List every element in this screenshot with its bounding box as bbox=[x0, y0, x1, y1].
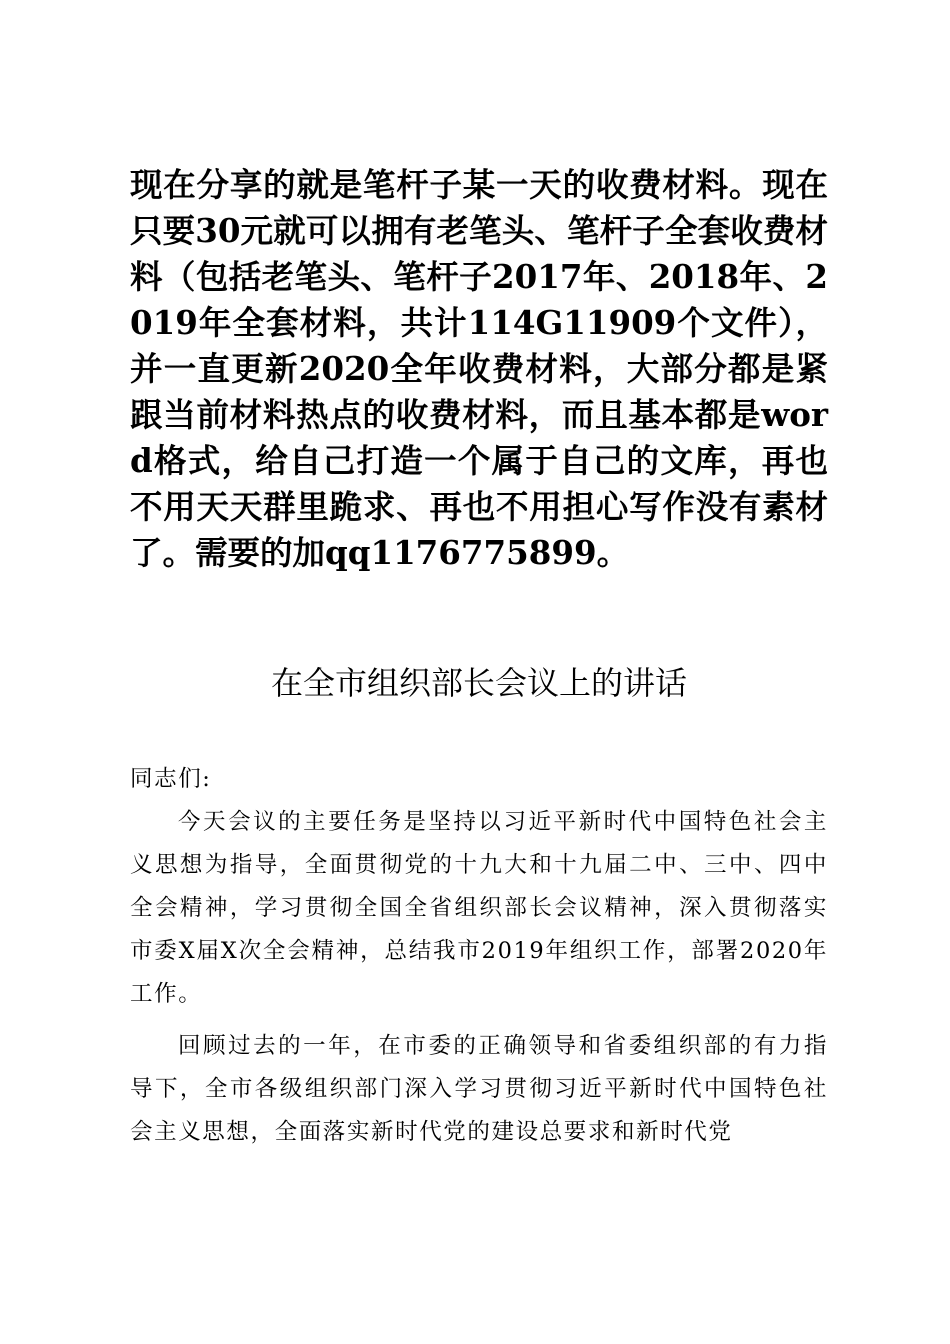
document-page bbox=[130, 0, 828, 1344]
promo-paragraph: 现在分享的就是笔杆子某一天的收费材料。现在只要30元就可以拥有老笔头、笔杆子全套收费材料（包括老笔头、笔杆子2017年、2018年、2019年全套材料，共计114G11909个文件），并一直更新2020全年收费材料，大部分都是紧跟当前材料热点的收费材料，而且基本都是word格式，给自己打造一个属于自己的文库，再也不用天天群里跪求、再也不用担心写作没有素材了。需要的加qq1176775899。 bbox=[130, 165, 828, 572]
body-paragraph-1: 今天会议的主要任务是坚持以习近平新时代中国特色社会主义思想为指导，全面贯彻党的十九大和十九届二中、三中、四中全会精神，学习贯彻全国全省组织部长会议精神，深入贯彻落实市委X届X次全会精神，总结我市2019年组织工作，部署2020年工作。 bbox=[130, 809, 828, 1007]
greeting: 同志们: bbox=[130, 766, 212, 792]
document-title: 在全市组织部长会议上的讲话 bbox=[270, 664, 687, 702]
body-paragraph-2: 回顾过去的一年，在市委的正确领导和省委组织部的有力指导下，全市各级组织部门深入学习贯彻习近平新时代中国特色社会主义思想，全面落实新时代党的建设总要求和新时代党 bbox=[130, 1033, 828, 1145]
